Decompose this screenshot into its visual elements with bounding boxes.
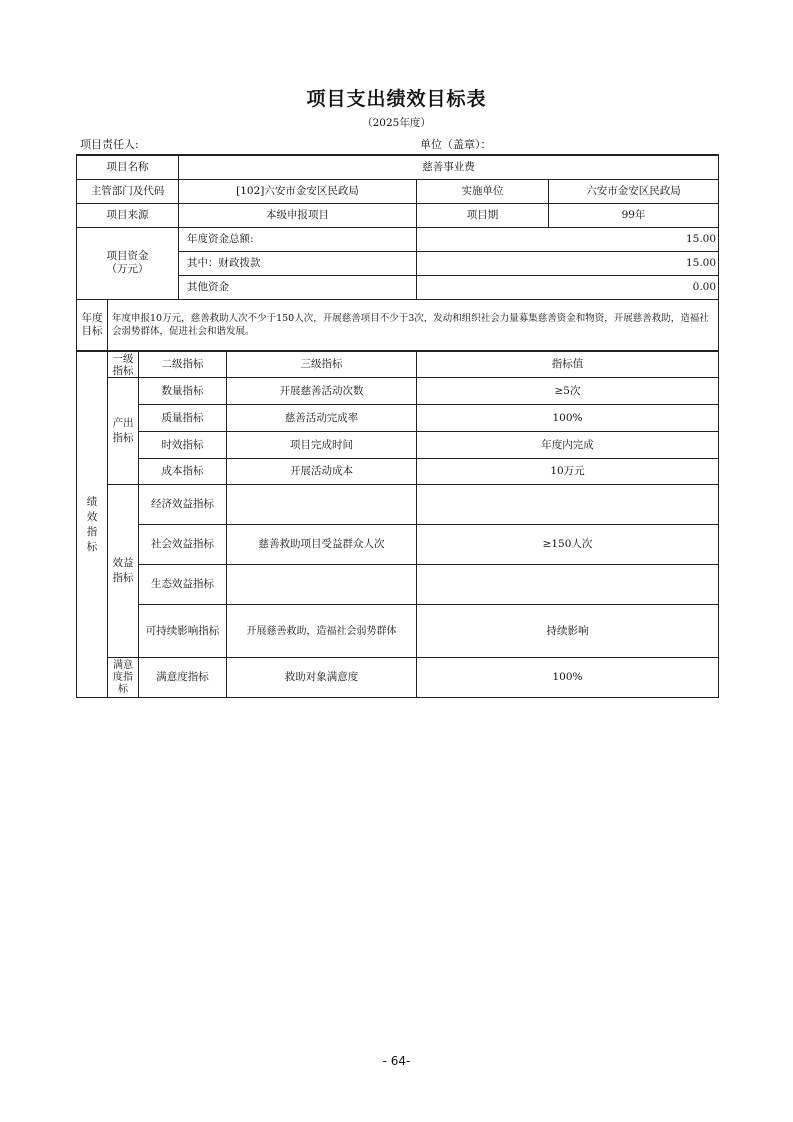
project-info-table xyxy=(76,154,719,351)
benefit-indicator-label: 效益 指标 xyxy=(108,485,139,658)
satisfaction-l2: 满意度指标 xyxy=(139,658,227,698)
impl-unit-value: 六安市金安区民政局 xyxy=(549,179,719,203)
project-name-label: 项目名称 xyxy=(77,155,179,179)
level3-header: 三级指标 xyxy=(227,352,417,378)
benefit-l2: 可持续影响指标 xyxy=(139,605,227,658)
output-l3: 开展活动成本 xyxy=(227,459,417,485)
benefit-l3: 慈善救助项目受益群众人次 xyxy=(227,525,417,565)
annual-goal-label xyxy=(77,299,108,350)
output-l2: 质量指标 xyxy=(139,405,227,432)
benefit-l2: 社会效益指标 xyxy=(139,525,227,565)
benefit-l2: 生态效益指标 xyxy=(139,565,227,605)
page-number: - 64- xyxy=(382,1054,411,1068)
benefit-value: 持续影响 xyxy=(417,605,719,658)
total-funds-value: 15.00 xyxy=(417,227,719,251)
output-l3: 慈善活动完成率 xyxy=(227,405,417,432)
fiscal-funds-value: 15.00 xyxy=(417,251,719,275)
unit-seal-label: 单位（盖章）： xyxy=(420,138,492,151)
output-value: 10万元 xyxy=(417,459,719,485)
output-l2: 数量指标 xyxy=(139,378,227,405)
benefit-value xyxy=(417,485,719,525)
responsible-person-label: 项目责任人: xyxy=(80,138,139,151)
dept-label: 主管部门及代码 xyxy=(77,179,179,203)
level2-header: 二级指标 xyxy=(139,352,227,378)
annual-goal-text: 年度申报10万元，慈善救助人次不少于150人次，开展慈善项目不少于3次，发动和组织社会力量募集慈善资金和物资，开展慈善救助，造福社会弱势群体，促进社会和谐发展。 xyxy=(108,299,719,350)
funds-label-line1: 项目资金 xyxy=(106,250,149,262)
other-funds-label: 其他资金 xyxy=(179,275,417,299)
other-funds-value: 0.00 xyxy=(417,275,719,299)
output-value: 年度内完成 xyxy=(417,432,719,459)
period-label: 项目期 xyxy=(417,203,549,227)
output-l3: 开展慈善活动次数 xyxy=(227,378,417,405)
output-value: 100% xyxy=(417,405,719,432)
benefit-l3: 开展慈善救助，造福社会弱势群体 xyxy=(227,605,417,658)
performance-indicator-table xyxy=(76,351,719,698)
benefit-value: ≥150人次 xyxy=(417,525,719,565)
funds-label xyxy=(77,227,179,299)
benefit-l2: 经济效益指标 xyxy=(139,485,227,525)
annual-goal-label-line2: 目标 xyxy=(81,324,103,337)
output-l3: 项目完成时间 xyxy=(227,432,417,459)
dept-value: [102]六安市金安区民政局 xyxy=(179,179,417,203)
period-value: 99年 xyxy=(549,203,719,227)
source-value: 本级申报项目 xyxy=(179,203,417,227)
source-label: 项目来源 xyxy=(77,203,179,227)
satisfaction-l3: 救助对象满意度 xyxy=(227,658,417,698)
level1-header: 一级 指标 xyxy=(108,352,139,378)
benefit-l3 xyxy=(227,485,417,525)
output-l2: 成本指标 xyxy=(139,459,227,485)
performance-side-label: 绩 效 指 标 xyxy=(77,352,108,698)
satisfaction-indicator-label: 满意 度指 标 xyxy=(108,658,139,698)
total-funds-label: 年度资金总额: xyxy=(179,227,417,251)
benefit-value xyxy=(417,565,719,605)
annual-goal-label-line1: 年度 xyxy=(81,311,103,324)
impl-unit-label: 实施单位 xyxy=(417,179,549,203)
funds-label-line2: （万元） xyxy=(106,263,149,275)
output-l2: 时效指标 xyxy=(139,432,227,459)
benefit-l3 xyxy=(227,565,417,605)
value-header: 指标值 xyxy=(417,352,719,378)
page-title: 项目支出绩效目标表 xyxy=(306,88,487,110)
satisfaction-value: 100% xyxy=(417,658,719,698)
output-indicator-label: 产出 指标 xyxy=(108,378,139,485)
output-value: ≥5次 xyxy=(417,378,719,405)
project-name-value: 慈善事业费 xyxy=(179,155,719,179)
year-subtitle: （2025年度） xyxy=(362,117,431,129)
fiscal-funds-label: 其中：财政拨款 xyxy=(179,251,417,275)
